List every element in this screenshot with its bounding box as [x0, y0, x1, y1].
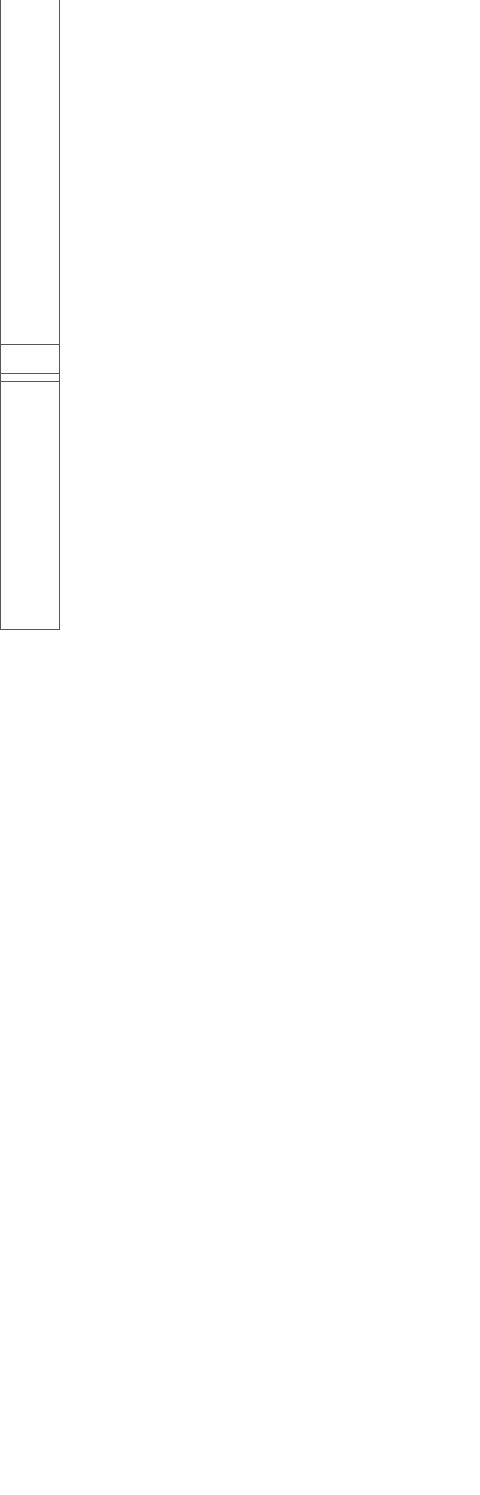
department-cell: [0, 345, 60, 374]
department-cell: [0, 0, 60, 345]
department-cell: [0, 374, 60, 382]
department-cell: [0, 382, 60, 630]
